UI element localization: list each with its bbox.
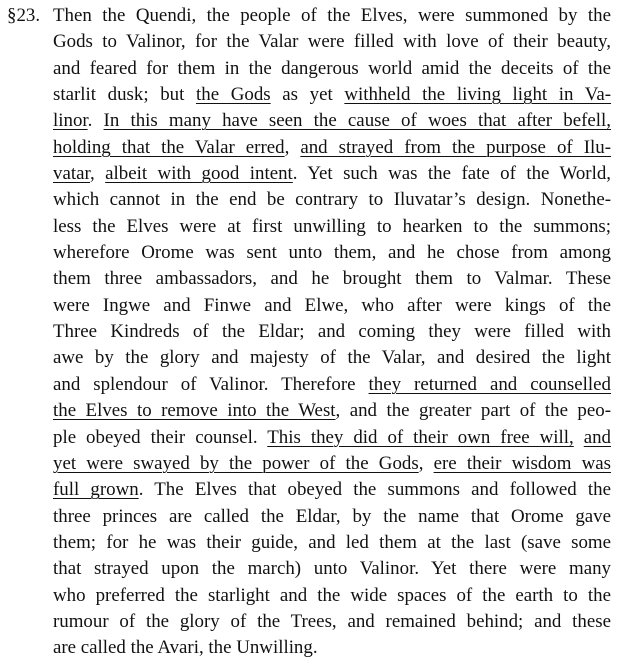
text-run: as yet xyxy=(270,84,345,106)
underlined-phrase: ere their wisdom was xyxy=(433,452,611,474)
text-line xyxy=(53,240,611,266)
text-line xyxy=(53,609,611,635)
underlined-phrase: vatar xyxy=(53,163,90,185)
text-run: and feared for them in the dangerous world amid the deceits of the xyxy=(53,57,611,79)
text-run: , xyxy=(418,452,434,474)
text-run: which cannot in the end be contrary to Iluvatar’s design. Nonethe- xyxy=(53,189,611,211)
text-run: , xyxy=(90,163,106,185)
text-line xyxy=(53,187,611,213)
text-run: , and the greater part of the peo- xyxy=(335,400,611,422)
text-line xyxy=(53,293,611,319)
text-run: them; for he was their guide, and led them at the last (save some xyxy=(53,531,611,553)
underlined-phrase: albeit with good intent xyxy=(105,163,293,185)
underlined-phrase: the Elves to remove into the West xyxy=(53,400,336,422)
text-run: who preferred the starlight and the wide spaces of the earth to the xyxy=(53,584,611,606)
text-run: less the Elves were at first unwilling to hearken to the summons; xyxy=(53,215,611,237)
text-line xyxy=(53,530,611,556)
underlined-phrase: and xyxy=(583,426,611,448)
underlined-phrase: the Gods xyxy=(196,84,271,106)
text-run: , xyxy=(284,136,301,158)
text-run: ple obeyed their counsel. xyxy=(53,426,268,448)
text-line xyxy=(53,425,611,451)
text-run: Then the Quendi, the people of the Elves, were summoned by the xyxy=(53,5,611,26)
underlined-phrase: linor xyxy=(53,110,88,132)
text-line xyxy=(53,3,611,29)
text-line xyxy=(53,82,611,108)
text-run: Gods to Valinor, for the Valar were filled with love of their beauty, xyxy=(53,31,611,53)
text-run: that strayed upon the march) unto Valinor. Yet there were many xyxy=(53,558,611,580)
text-run xyxy=(574,427,584,448)
text-line xyxy=(53,214,611,240)
text-line xyxy=(53,319,611,345)
text-line xyxy=(53,135,611,161)
paragraph-body xyxy=(53,3,611,662)
underlined-phrase: they returned and counselled xyxy=(368,373,611,395)
text-run: awe by the glory and majesty of the Valar, and desired the light xyxy=(53,347,611,369)
text-line xyxy=(53,345,611,371)
text-run: wherefore Orome was sent unto them, and he chose from among xyxy=(53,242,611,264)
text-run: . Yet such was the fate of the World, xyxy=(292,163,611,185)
text-line xyxy=(53,372,611,398)
text-line xyxy=(53,556,611,582)
text-line xyxy=(53,266,611,292)
text-line xyxy=(53,504,611,530)
text-run: starlit dusk; but xyxy=(53,84,197,106)
underlined-phrase: and strayed from the purpose of Ilu- xyxy=(300,136,611,158)
text-line xyxy=(53,477,611,503)
text-line xyxy=(53,108,611,134)
underlined-phrase: holding that the Valar erred xyxy=(53,136,285,158)
text-run: . The Elves that obeyed the summons and followed the xyxy=(138,479,612,501)
underlined-phrase: full grown xyxy=(53,479,139,501)
underlined-phrase: This they did of their own free will, xyxy=(267,426,574,448)
paragraph-number: §23. xyxy=(7,5,41,26)
text-run: three princes are called the Eldar, by the name that Orome gave xyxy=(53,505,611,527)
text-run: them three ambassadors, and he brought them to Valmar. These xyxy=(53,268,611,290)
text-run: were Ingwe and Finwe and Elwe, who after were kings of the xyxy=(53,294,611,316)
text-run: are called the Avari, the Unwilling. xyxy=(53,637,318,659)
underlined-phrase: yet were swayed by the power of the Gods xyxy=(53,452,419,474)
underlined-phrase: withheld the living light in Va- xyxy=(344,84,612,106)
text-line xyxy=(53,583,611,609)
text-line xyxy=(53,29,611,55)
underlined-phrase: In this many have seen the cause of woes that after befell, xyxy=(103,110,611,132)
text-line xyxy=(53,398,611,424)
text-line xyxy=(53,451,611,477)
text-run: Three Kindreds of the Eldar; and coming they were filled with xyxy=(53,321,611,343)
text-line xyxy=(53,161,611,187)
text-line xyxy=(53,635,611,661)
text-run: rumour of the glory of the Trees, and remained behind; and these xyxy=(53,610,611,632)
text-line xyxy=(53,56,611,82)
text-run: . xyxy=(87,110,104,132)
text-run: and splendour of Valinor. Therefore xyxy=(53,373,369,395)
